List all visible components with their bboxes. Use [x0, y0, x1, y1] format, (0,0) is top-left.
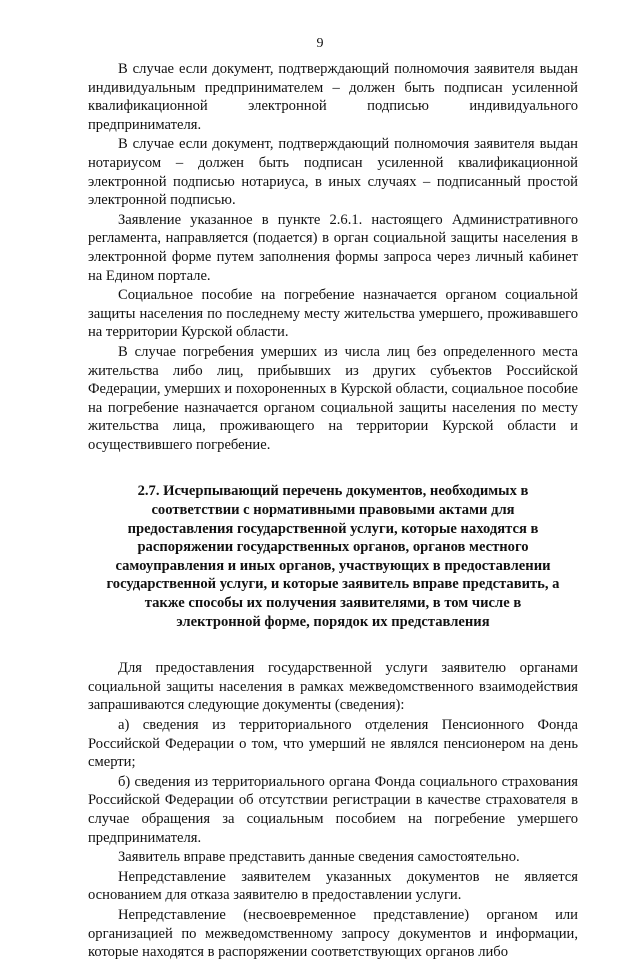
paragraph-self-submission: Заявитель вправе представить данные сведения самостоятельно.: [118, 849, 520, 866]
paragraph-burial-benefit-residence: Социальное пособие на погребение назначается органом социальной защиты населения по последнему месту жительства умершего, проживавшего на территории Курской области.: [88, 287, 578, 341]
paragraph-late-submission: Непредставление (несвоевременное представление) органом или организацией по межведомственному запросу документов и информации, которые находятся в распоряжении соответствующих органов либо: [88, 906, 578, 961]
paragraph-signature-notary: В случае если документ, подтверждающий полномочия заявителя выдан нотариусом – должен быть подписан усиленной квалификационной электронной подписью нотариуса, в иных случаях – подписанный простой электронной подписью.: [88, 136, 578, 209]
paragraph-non-submission: Непредставление заявителем указанных документов не является основанием для отказа заявителю в предоставлении услуги.: [88, 868, 578, 904]
paragraph-signature-entrepreneur: В случае если документ, подтверждающий полномочия заявителя выдан индивидуальным предпринимателем – должен быть подписан усиленной квалификационной электронной подписью индивидуального предпринимателя.: [88, 61, 578, 133]
paragraph-burial-benefit-homeless: В случае погребения умерших из числа лиц без определенного места жительства либо лиц, прибывших из других субъектов Российской Федерации, умерших и похороненных в Курской области, социальное пособие на погребение назначается органом социальной защиты населения по месту жительства лица, проживающего на территории Курской области и осуществившего погребение.: [88, 343, 578, 453]
document-body: [88, 60, 578, 963]
paragraph-interagency-request: Для предоставления государственной услуги заявителю органами социальной защиты населения в рамках межведомственного взаимодействия запрашиваются следующие документы (сведения):: [88, 660, 578, 714]
section-heading-2-7: 2.7. Исчерпывающий перечень документов, необходимых в соответствии с нормативными правовыми актами для предоставления государственной услуги, которые находятся в распоряжении государственных органов, органов местного самоуправления и иных органов, участвующих в предоставлении государственной услуги, и которые заявитель вправе представить, а также способы их получения заявителями, в том числе в электронной форме, порядок их представления: [106, 483, 560, 630]
page-number: 9: [316, 36, 324, 51]
paragraph-application-submission: Заявление указанное в пункте 2.6.1. настоящего Административного регламента, направляется (подается) в орган социальной защиты населения в электронной форме путем заполнения формы запроса через личный кабинет на Едином портале.: [88, 211, 578, 284]
paragraph-item-b: б) сведения из территориального органа Фонда социального страхования Российской Федерации об отсутствии регистрации в качестве страхователя в случае обращения за социальным пособием на погребение умершего предпринимателя.: [88, 773, 578, 846]
paragraph-item-a: а) сведения из территориального отделения Пенсионного Фонда Российской Федерации о том, что умерший не являлся пенсионером на день смерти;: [88, 717, 578, 771]
